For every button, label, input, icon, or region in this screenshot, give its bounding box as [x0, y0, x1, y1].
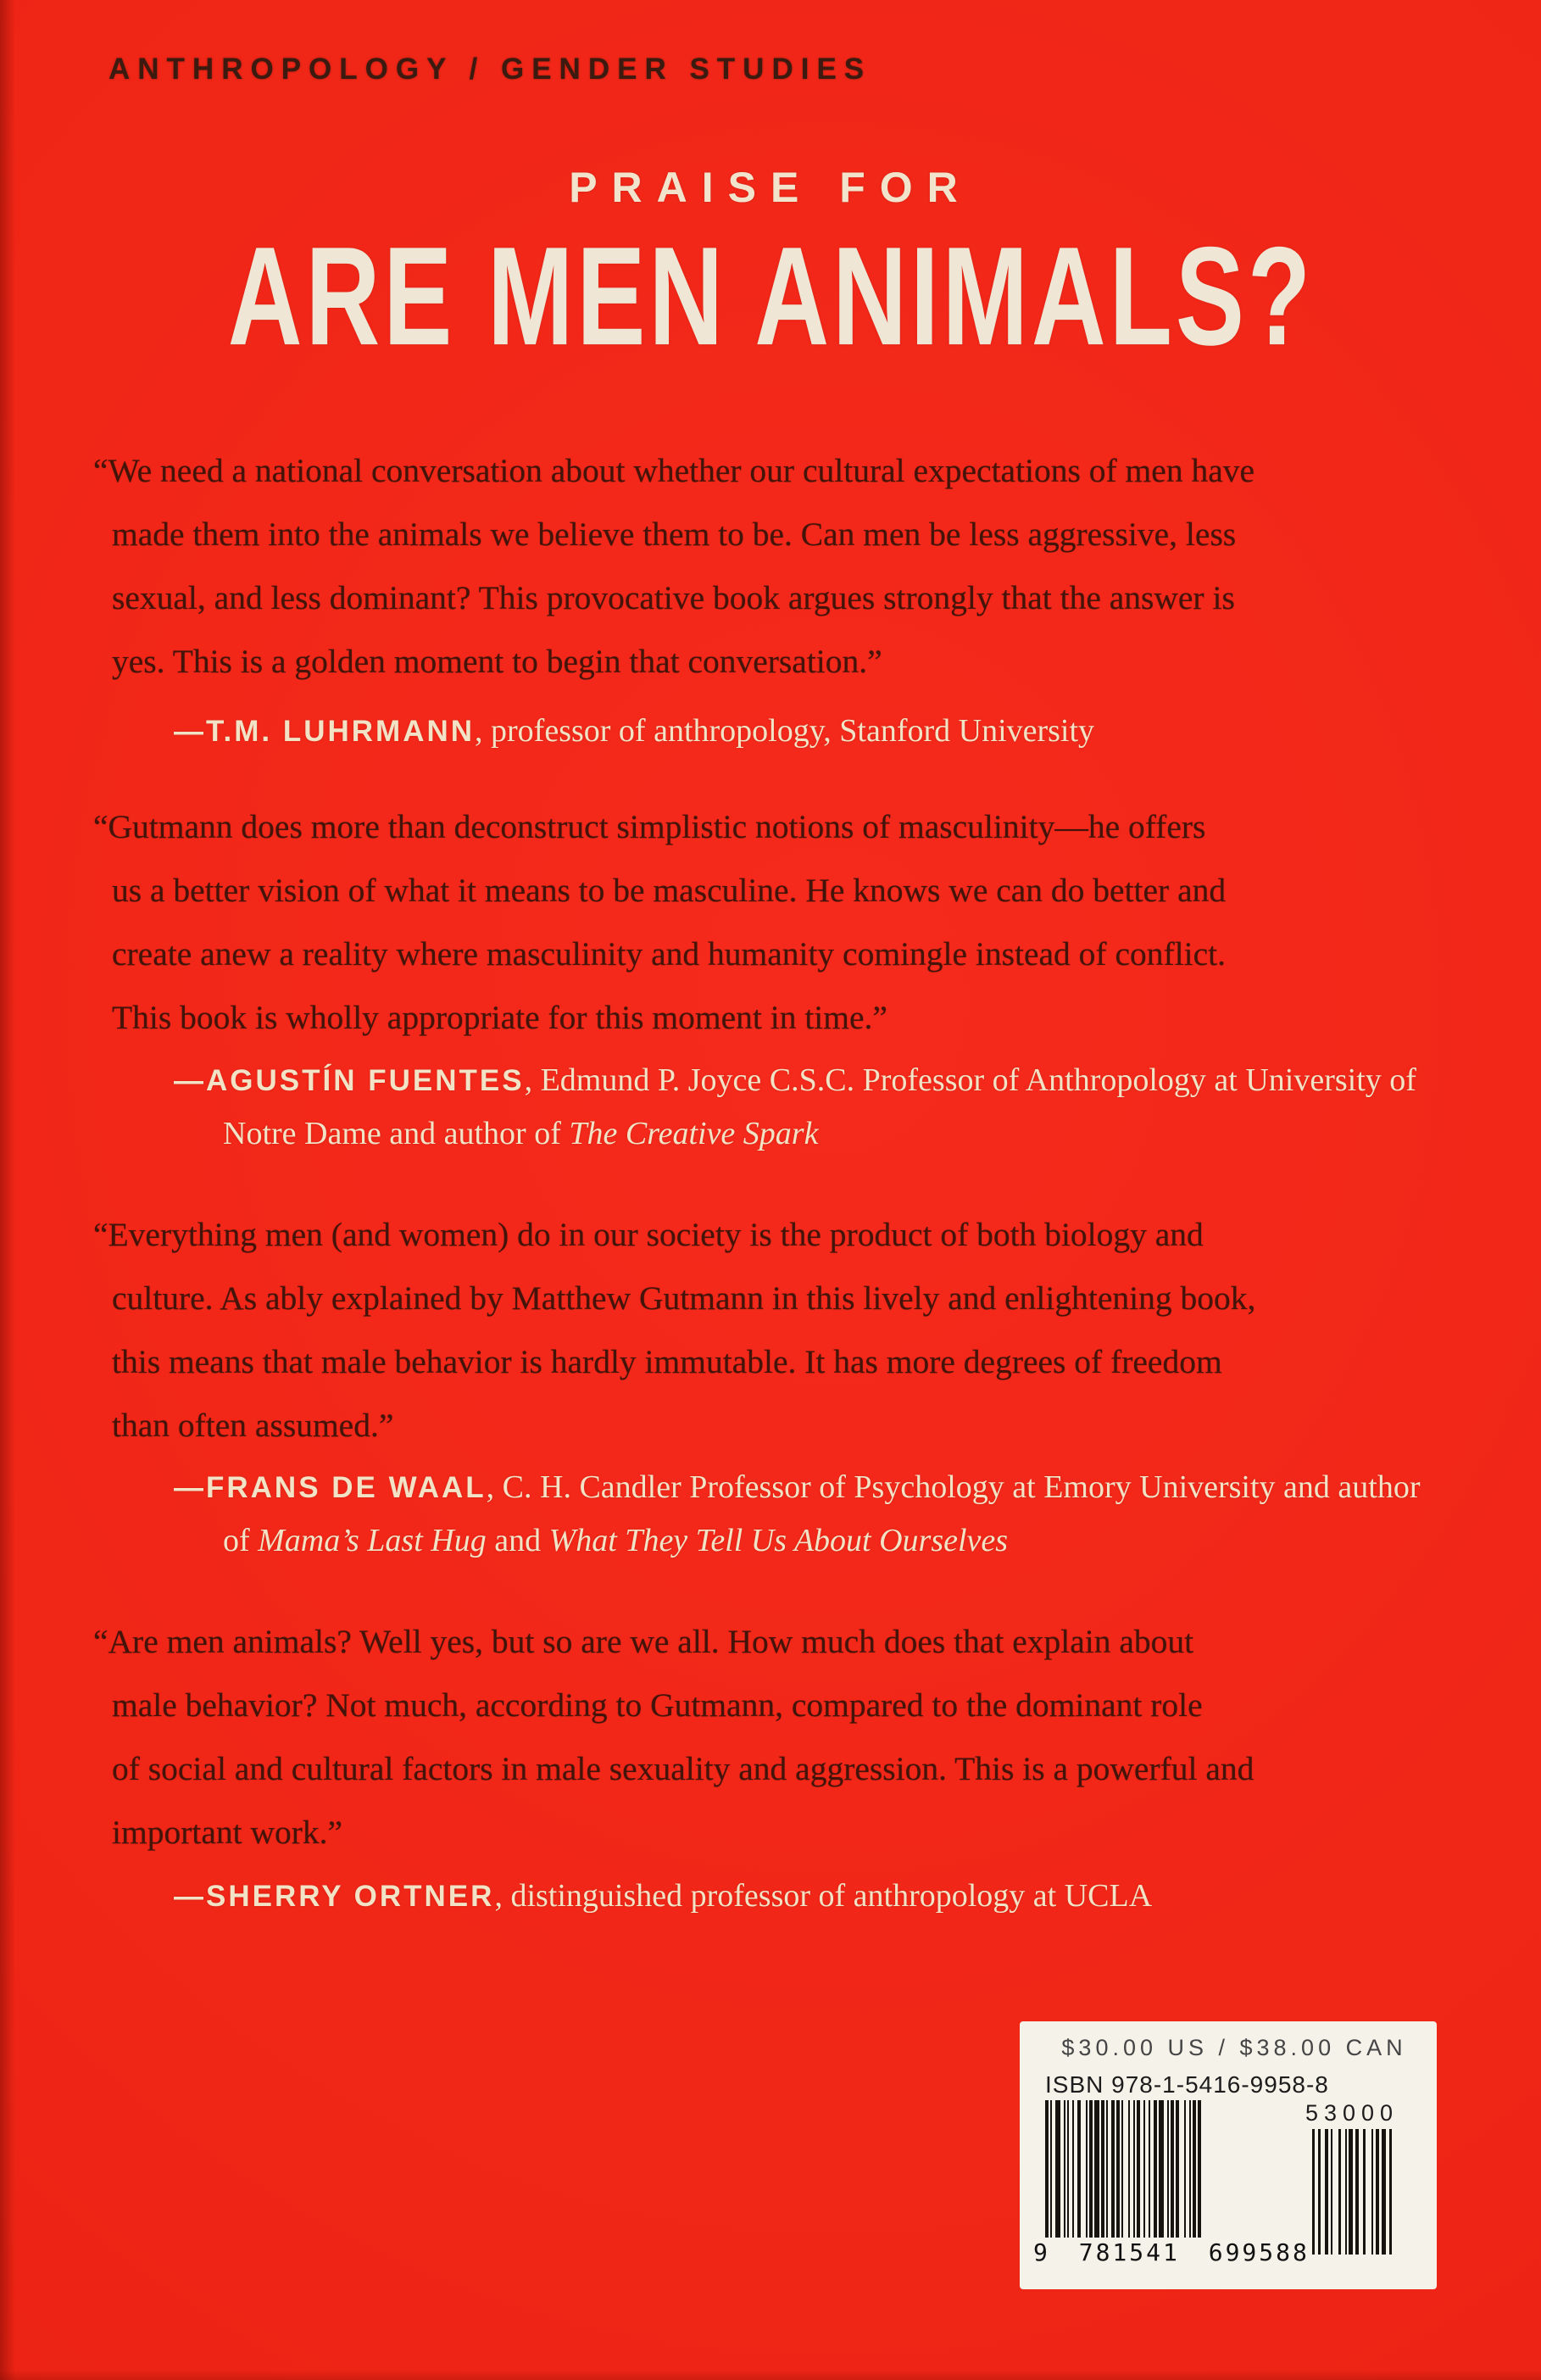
- attribution-name: —SHERRY ORTNER: [174, 1880, 495, 1913]
- bottom-edge-shadow: [0, 2370, 1541, 2380]
- barcode-supplement: [1288, 2100, 1416, 2266]
- barcode-row: [1033, 2100, 1423, 2266]
- praise-kicker: PRAISE FOR: [569, 164, 972, 211]
- title-wrap: [0, 218, 1541, 376]
- ean13-barcode: [1045, 2100, 1272, 2238]
- attribution-name: —FRANS DE WAAL: [174, 1471, 487, 1504]
- quote-ortner: “Are men animals? Well yes, but so are we all. How much does that explain about male behavior? Not much, according to Gutmann, compared to the dominant role of social and cultural factors in male sexuality and aggression. This is a powerful and important work.”: [93, 1623, 1254, 1851]
- barcode-main-column: [1033, 2100, 1310, 2266]
- attribution-de-waal: [174, 1461, 1435, 1568]
- attribution-book-title: The Creative Spark: [569, 1116, 819, 1151]
- supplement-barcode: [1288, 2129, 1416, 2255]
- quote-de-waal: “Everything men (and women) do in our society is the product of both biology and culture. As ably explained by Matthew Gutmann in this lively and enlightening book, this means that male behavior is hardly immutable. It has more degrees of freedom than often assumed.”: [93, 1216, 1256, 1444]
- barcode-digits: 9 781541 699588: [1033, 2238, 1310, 2266]
- attribution-conjunction: and: [486, 1523, 549, 1558]
- quote-fuentes: “Gutmann does more than deconstruct simplistic notions of masculinity—he offers us a better vision of what it means to be masculine. He knows we can do better and create anew a reality where masculinity and humanity comingle instead of conflict. This book is wholly appropriate for this moment in time.”: [93, 808, 1227, 1036]
- attribution-luhrmann: [174, 705, 1435, 758]
- category-label: ANTHROPOLOGY / GENDER STUDIES: [108, 53, 872, 86]
- attribution-ortner: [174, 1870, 1435, 1923]
- attribution-role: , Edmund P. Joyce C.S.C. Professor of Anthropology at University of Notre Dame and author of: [223, 1062, 1416, 1151]
- attribution-role: , C. H. Candler Professor of Psychology at Emory University and author of: [223, 1469, 1421, 1558]
- attribution-role: , distinguished professor of anthropology at UCLA: [494, 1878, 1153, 1914]
- attribution-book-title-2: What They Tell Us About Ourselves: [548, 1523, 1009, 1558]
- attribution-name: —AGUSTÍN FUENTES: [174, 1064, 525, 1097]
- price-label: $30.00 US / $38.00 CAN: [1061, 2035, 1407, 2060]
- attribution-book-title: Mama’s Last Hug: [258, 1523, 487, 1558]
- attribution-role: , professor of anthropology, Stanford University: [475, 713, 1095, 749]
- barcode-panel: [1020, 2021, 1437, 2289]
- supplement-number: 53000: [1305, 2100, 1399, 2126]
- quote-luhrmann: “We need a national conversation about whether our cultural expectations of men have made them into the animals we believe them to be. Can men be less aggressive, less sexual, and less dominant? This provocative book argues strongly that the answer is yes. This is a golden moment to begin that conversation.”: [93, 452, 1255, 680]
- book-title: ARE MEN ANIMALS?: [227, 218, 1314, 376]
- attribution-fuentes: [174, 1054, 1435, 1161]
- isbn-label: ISBN 978-1-5416-9958-8: [1045, 2071, 1329, 2098]
- attribution-name: —T.M. LUHRMANN: [174, 715, 476, 748]
